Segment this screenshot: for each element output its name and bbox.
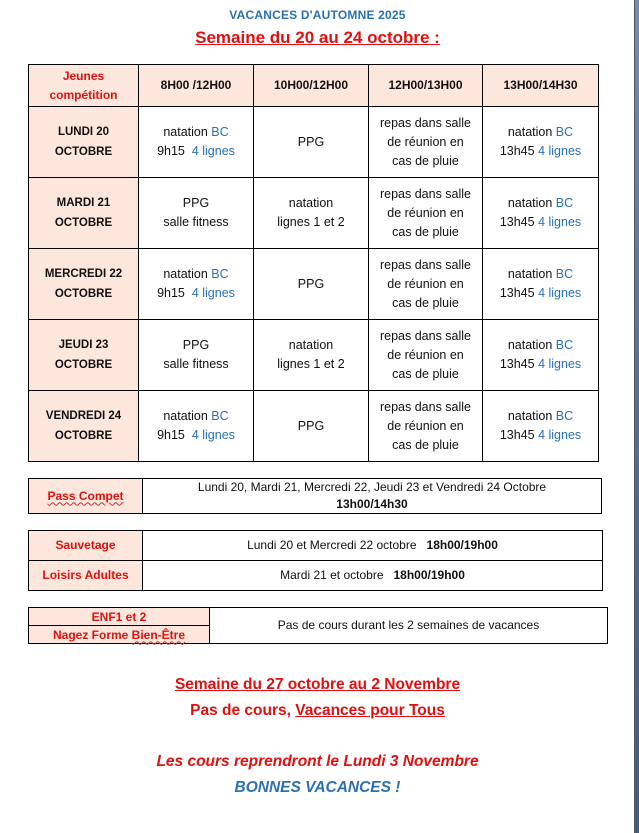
cell-text: 4 lignes bbox=[538, 428, 582, 442]
document-title: VACANCES D'AUTOMNE 2025 bbox=[229, 8, 406, 22]
cell-text: BC bbox=[555, 409, 574, 423]
cell-text: PPG bbox=[297, 134, 325, 149]
day-cell bbox=[29, 249, 139, 320]
slot-10h-12h bbox=[254, 178, 369, 249]
day-label: JEUDI 23 bbox=[58, 339, 109, 351]
slot-13h-14h30 bbox=[483, 107, 599, 178]
pass-compet-table bbox=[28, 478, 602, 514]
cell-text: natation bbox=[507, 409, 556, 423]
slot-12h-13h bbox=[369, 320, 483, 391]
cell-text: repas dans salle bbox=[379, 328, 472, 343]
column-header: 8H00 /12H00 bbox=[139, 65, 254, 107]
cell-text: 13h45 bbox=[499, 428, 539, 442]
column-header: 13H00/14H30 bbox=[483, 65, 599, 107]
slot-13h-14h30 bbox=[483, 178, 599, 249]
cell-text: natation bbox=[288, 196, 334, 210]
sauvetage-schedule bbox=[143, 531, 603, 561]
cell-text: repas dans salle bbox=[379, 186, 472, 201]
cell-text: PPG bbox=[182, 338, 210, 352]
cell-text: de réunion en bbox=[387, 347, 464, 362]
cell-text: 4 lignes bbox=[538, 286, 582, 300]
cell-text: 4 lignes bbox=[538, 357, 582, 371]
slot-10h-12h bbox=[254, 391, 369, 462]
cell-text: salle fitness bbox=[163, 357, 229, 371]
schedule-table bbox=[28, 64, 599, 462]
month-label: OCTOBRE bbox=[54, 146, 113, 158]
column-header: 12H00/13H00 bbox=[369, 65, 483, 107]
cell-text: BC bbox=[555, 267, 574, 281]
nagez-label-a: Nagez Forme bbox=[52, 627, 132, 642]
slot-13h-14h30 bbox=[483, 320, 599, 391]
cell-text: BC bbox=[211, 125, 229, 139]
cell-text: natation bbox=[163, 409, 212, 423]
cell-text: 9h15 bbox=[157, 428, 192, 442]
pass-compet-schedule bbox=[143, 479, 602, 514]
day-label: MERCREDI 22 bbox=[44, 268, 123, 280]
cell-text: cas de pluie bbox=[392, 153, 459, 168]
cell-text: lignes 1 et 2 bbox=[277, 357, 345, 371]
cell-text: PPG bbox=[182, 196, 210, 210]
cell-text: BC bbox=[555, 125, 574, 139]
day-label: VENDREDI 24 bbox=[45, 410, 122, 422]
cell-text: natation bbox=[507, 267, 556, 281]
cell-text: 4 lignes bbox=[538, 144, 582, 158]
holiday-text: Vacances pour Tous bbox=[295, 702, 445, 719]
corner-line: Jeunes bbox=[62, 68, 105, 83]
loisirs-label: Loisirs Adultes bbox=[29, 561, 143, 591]
slot-13h-14h30 bbox=[483, 391, 599, 462]
pass-compet-days: Lundi 20, Mardi 21, Mercredi 22, Jeudi 23 et Vendredi 24 Octobre bbox=[197, 480, 547, 494]
slot-12h-13h bbox=[369, 391, 483, 462]
schedule-row bbox=[29, 249, 599, 320]
cell-text: natation bbox=[507, 338, 556, 352]
month-label: OCTOBRE bbox=[54, 217, 113, 229]
slot-10h-12h bbox=[254, 107, 369, 178]
cell-text: de réunion en bbox=[387, 276, 464, 291]
week2-title: Semaine du 27 octobre au 2 Novembre bbox=[174, 676, 461, 693]
cell-text: salle fitness bbox=[163, 215, 229, 229]
loisirs-days: Mardi 21 et octobre bbox=[280, 568, 394, 582]
slot-10h-12h bbox=[254, 249, 369, 320]
resume-line: Les cours reprendront le Lundi 3 Novembre bbox=[156, 753, 479, 770]
slot-12h-13h bbox=[369, 107, 483, 178]
schedule-row bbox=[29, 391, 599, 462]
cell-text: BC bbox=[211, 409, 229, 423]
wishes-line: BONNES VACANCES ! bbox=[234, 779, 401, 796]
cell-text: 9h15 bbox=[157, 144, 192, 158]
loisirs-row bbox=[29, 561, 603, 591]
slot-8h-12h bbox=[139, 249, 254, 320]
pass-compet-label-text: Pass Compet bbox=[47, 488, 124, 503]
cell-text: 13h45 bbox=[499, 357, 539, 371]
cell-text: 13h45 bbox=[499, 215, 539, 229]
month-label: OCTOBRE bbox=[54, 288, 113, 300]
day-cell bbox=[29, 320, 139, 391]
window-edge bbox=[634, 0, 639, 833]
cell-text: BC bbox=[555, 338, 574, 352]
cell-text: 4 lignes bbox=[191, 428, 235, 442]
cell-text: cas de pluie bbox=[392, 437, 459, 452]
pass-compet-label bbox=[29, 479, 143, 514]
month-label: OCTOBRE bbox=[54, 430, 113, 442]
nagez-label bbox=[29, 626, 210, 644]
day-cell bbox=[29, 107, 139, 178]
slot-12h-13h bbox=[369, 178, 483, 249]
sauvetage-days: Lundi 20 et Mercredi 22 octobre bbox=[247, 538, 427, 552]
sauvetage-label: Sauvetage bbox=[29, 531, 143, 561]
corner-header bbox=[29, 65, 139, 107]
week-title: Semaine du 20 au 24 octobre : bbox=[195, 28, 440, 47]
cell-text: de réunion en bbox=[387, 134, 464, 149]
sauvetage-time: 18h00/19h00 bbox=[426, 538, 498, 552]
cell-text: cas de pluie bbox=[392, 224, 459, 239]
cell-text: natation bbox=[288, 338, 334, 352]
slot-8h-12h bbox=[139, 178, 254, 249]
slot-8h-12h bbox=[139, 107, 254, 178]
cell-text: natation bbox=[163, 125, 212, 139]
cell-text: 4 lignes bbox=[538, 215, 582, 229]
cell-text: repas dans salle bbox=[379, 399, 472, 414]
enf-table bbox=[28, 607, 608, 644]
slot-8h-12h bbox=[139, 320, 254, 391]
cell-text: 9h15 bbox=[157, 286, 192, 300]
cell-text: 13h45 bbox=[499, 286, 539, 300]
cell-text: natation bbox=[507, 125, 556, 139]
slot-12h-13h bbox=[369, 249, 483, 320]
cell-text: PPG bbox=[297, 418, 325, 433]
schedule-header-row bbox=[29, 65, 599, 107]
schedule-row bbox=[29, 178, 599, 249]
pass-compet-time: 13h00/14h30 bbox=[336, 497, 408, 511]
column-header: 10H00/12H00 bbox=[254, 65, 369, 107]
cell-text: PPG bbox=[297, 276, 325, 291]
slot-8h-12h bbox=[139, 391, 254, 462]
enf-label: ENF1 et 2 bbox=[29, 608, 210, 626]
day-label: MARDI 21 bbox=[56, 197, 111, 209]
sauvetage-row bbox=[29, 531, 603, 561]
cell-text: cas de pluie bbox=[392, 366, 459, 381]
no-class-text: Pas de cours, bbox=[190, 702, 296, 719]
cell-text: BC bbox=[555, 196, 574, 210]
cell-text: repas dans salle bbox=[379, 257, 472, 272]
cell-text: natation bbox=[163, 267, 212, 281]
nagez-label-b: Bien-Être bbox=[131, 627, 186, 642]
cell-text: lignes 1 et 2 bbox=[277, 215, 345, 229]
schedule-row bbox=[29, 107, 599, 178]
day-label: LUNDI 20 bbox=[57, 126, 110, 138]
no-class-line bbox=[0, 702, 635, 720]
schedule-row bbox=[29, 320, 599, 391]
loisirs-time: 18h00/19h00 bbox=[393, 568, 465, 582]
cell-text: BC bbox=[211, 267, 229, 281]
day-cell bbox=[29, 391, 139, 462]
cell-text: 13h45 bbox=[499, 144, 539, 158]
slot-13h-14h30 bbox=[483, 249, 599, 320]
cell-text: cas de pluie bbox=[392, 295, 459, 310]
loisirs-schedule bbox=[143, 561, 603, 591]
enf-text: Pas de cours durant les 2 semaines de vacances bbox=[210, 608, 608, 644]
corner-line: compétition bbox=[49, 87, 118, 102]
cell-text: natation bbox=[507, 196, 556, 210]
cell-text: 4 lignes bbox=[191, 286, 235, 300]
month-label: OCTOBRE bbox=[54, 359, 113, 371]
cell-text: de réunion en bbox=[387, 205, 464, 220]
cell-text: repas dans salle bbox=[379, 115, 472, 130]
slot-10h-12h bbox=[254, 320, 369, 391]
sauvetage-loisirs-table bbox=[28, 530, 603, 591]
cell-text: de réunion en bbox=[387, 418, 464, 433]
cell-text: 4 lignes bbox=[191, 144, 235, 158]
day-cell bbox=[29, 178, 139, 249]
